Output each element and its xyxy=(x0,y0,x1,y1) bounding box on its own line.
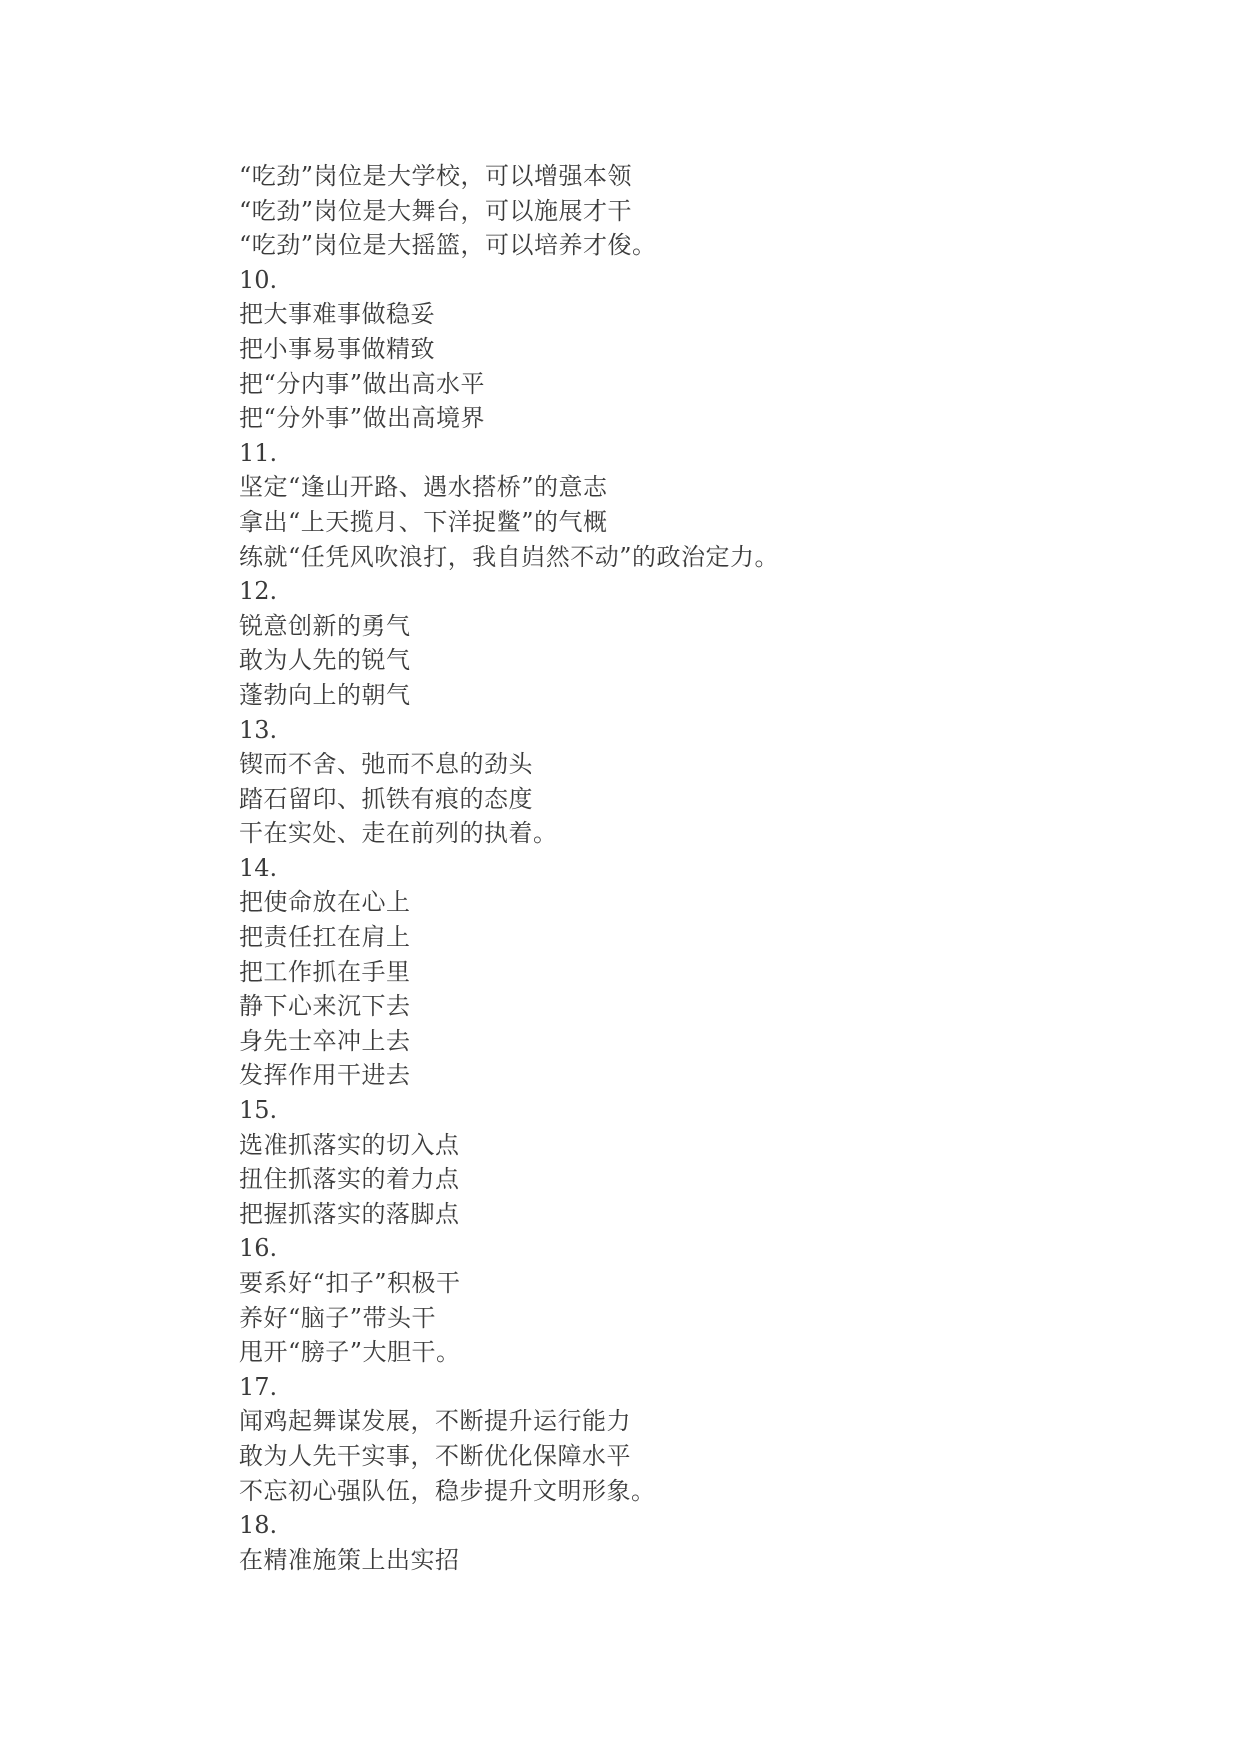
text-line: 坚定“逢山开路、遇水搭桥”的意志 xyxy=(239,473,608,502)
text-line: 闻鸡起舞谋发展，不断提升运行能力 xyxy=(239,1407,631,1436)
section-number: 16. xyxy=(239,1234,278,1263)
section-number: 12. xyxy=(239,577,278,606)
section-number: 14. xyxy=(239,853,278,882)
text-line: 在精准施策上出实招 xyxy=(239,1545,460,1574)
text-line: 蓬勃向上的朝气 xyxy=(239,680,411,709)
section-number: 13. xyxy=(239,715,278,744)
text-line: 锐意创新的勇气 xyxy=(239,611,411,640)
text-line: 选准抓落实的切入点 xyxy=(239,1130,460,1159)
text-line: 干在实处、走在前列的执着。 xyxy=(239,819,558,848)
text-line: “吃劲”岗位是大学校，可以增强本领 xyxy=(239,162,633,190)
section-number: 11. xyxy=(239,438,278,467)
section-number: 15. xyxy=(239,1096,278,1125)
text-line: 把小事易事做精致 xyxy=(239,334,435,363)
text-line: “吃劲”岗位是大舞台，可以施展才干 xyxy=(239,196,633,225)
document-body xyxy=(239,159,1159,1577)
text-line: 把大事难事做稳妥 xyxy=(239,300,435,329)
text-line: 踏石留印、抓铁有痕的态度 xyxy=(239,784,533,813)
section-number: 17. xyxy=(239,1372,278,1401)
text-line: 身先士卒冲上去 xyxy=(239,1026,411,1055)
text-line: 把“分外事”做出高境界 xyxy=(239,404,486,433)
section-number: 10. xyxy=(239,265,278,294)
text-line: 把责任扛在肩上 xyxy=(239,923,411,952)
text-line: 拿出“上天揽月、下洋捉鳖”的气概 xyxy=(239,507,608,536)
text-line: 敢为人先干实事，不断优化保障水平 xyxy=(239,1441,631,1470)
text-line: 养好“脑子”带头干 xyxy=(239,1303,437,1332)
text-line: 把握抓落实的落脚点 xyxy=(239,1199,460,1228)
text-line: 静下心来沉下去 xyxy=(239,992,411,1021)
text-line: 锲而不舍、弛而不息的劲头 xyxy=(239,750,533,779)
section-number: 18. xyxy=(239,1511,278,1540)
text-line: 敢为人先的锐气 xyxy=(239,646,411,675)
text-line: 把“分内事”做出高水平 xyxy=(239,369,486,398)
text-line: 要系好“扣子”积极干 xyxy=(239,1269,461,1297)
text-line: 把工作抓在手里 xyxy=(239,957,411,986)
text-line: 练就“任凭风吹浪打，我自岿然不动”的政治定力。 xyxy=(239,542,780,571)
text-line: 不忘初心强队伍，稳步提升文明形象。 xyxy=(239,1476,656,1505)
text-line: 把使命放在心上 xyxy=(239,888,411,917)
text-line: 发挥作用干进去 xyxy=(239,1061,411,1090)
text-line: 甩开“膀子”大胆干。 xyxy=(239,1338,461,1367)
text-line: “吃劲”岗位是大摇篮，可以培养才俊。 xyxy=(239,231,657,260)
text-line: 扭住抓落实的着力点 xyxy=(239,1165,460,1194)
